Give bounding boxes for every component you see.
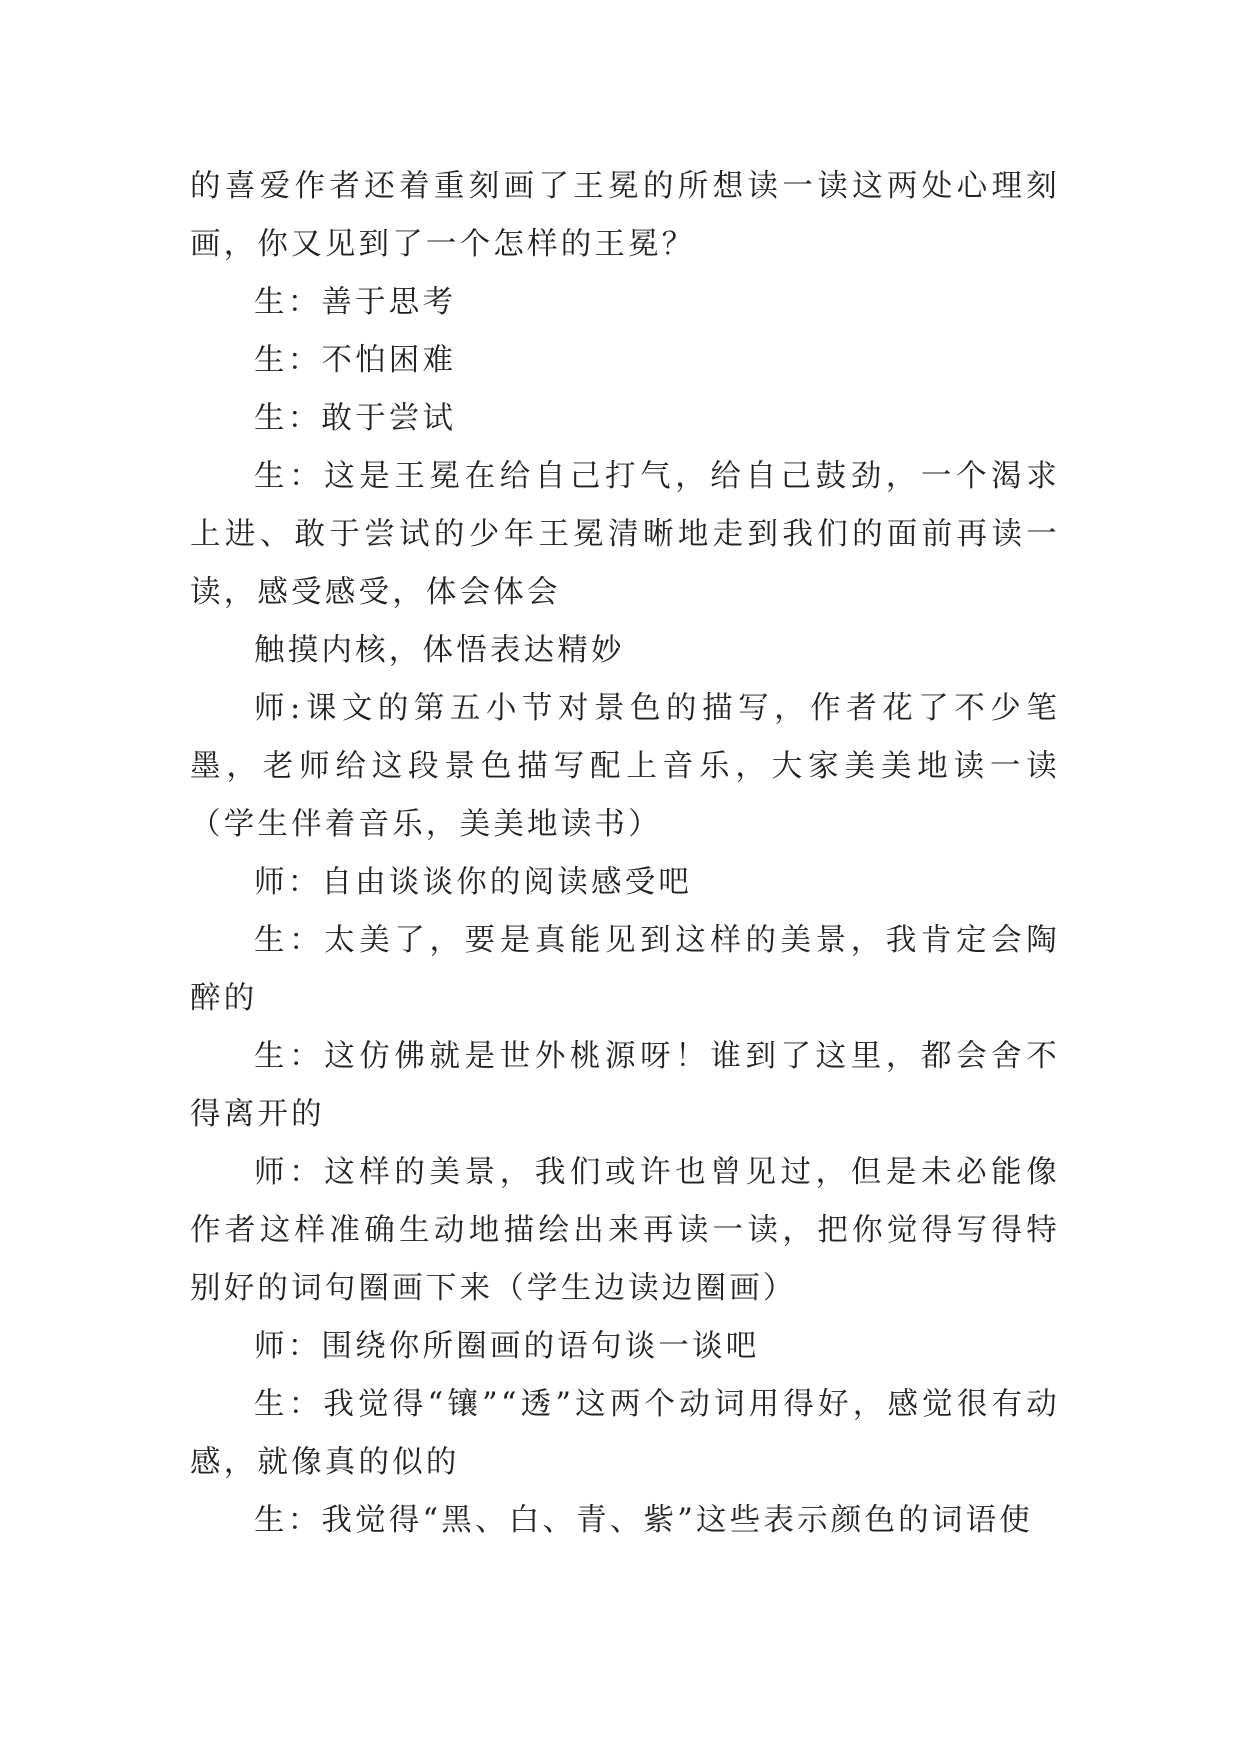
paragraph-8: 师：自由谈谈你的阅读感受吧 — [254, 865, 693, 900]
paragraph-10: 生：这仿佛就是世外桃源呀！谁到了这里，都会舍不得离开的 — [190, 1039, 1060, 1132]
paragraph-5: 生：这是王冕在给自己打气，给自己鼓劲，一个渴求上进、敢于尝试的少年王冕清晰地走到我们的面前再读一读，感受感受，体会体会 — [190, 459, 1060, 610]
paragraph-13: 生：我觉得“镶”“透”这两个动词用得好，感觉很有动感，就像真的似的 — [190, 1387, 1060, 1480]
paragraph-14: 生：我觉得“黑、白、青、紫”这些表示颜色的词语使 — [254, 1503, 1033, 1538]
section-heading: 触摸内核，体悟表达精妙 — [254, 633, 625, 668]
paragraph-2: 生：善于思考 — [254, 285, 457, 320]
paragraph-12: 师：围绕你所圈画的语句谈一谈吧 — [254, 1329, 760, 1364]
paragraph-3: 生：不怕困难 — [254, 343, 457, 378]
paragraph-11: 师：这样的美景，我们或许也曾见过，但是未必能像作者这样准确生动地描绘出来再读一读，把你觉得写得特别好的词句圈画下来（学生边读边圈画） — [190, 1155, 1060, 1306]
paragraph-4: 生：敢于尝试 — [254, 401, 457, 436]
paragraph-7: 师:课文的第五小节对景色的描写，作者花了不少笔墨，老师给这段景色描写配上音乐，大家美美地读一读（学生伴着音乐，美美地读书） — [190, 691, 1060, 842]
paragraph-9: 生：太美了，要是真能见到这样的美景，我肯定会陶醉的 — [190, 923, 1060, 1016]
paragraph-1: 的喜爱作者还着重刻画了王冕的所想读一读这两处心理刻画，你又见到了一个怎样的王冕？ — [190, 169, 1060, 262]
document-body — [190, 158, 1060, 1550]
